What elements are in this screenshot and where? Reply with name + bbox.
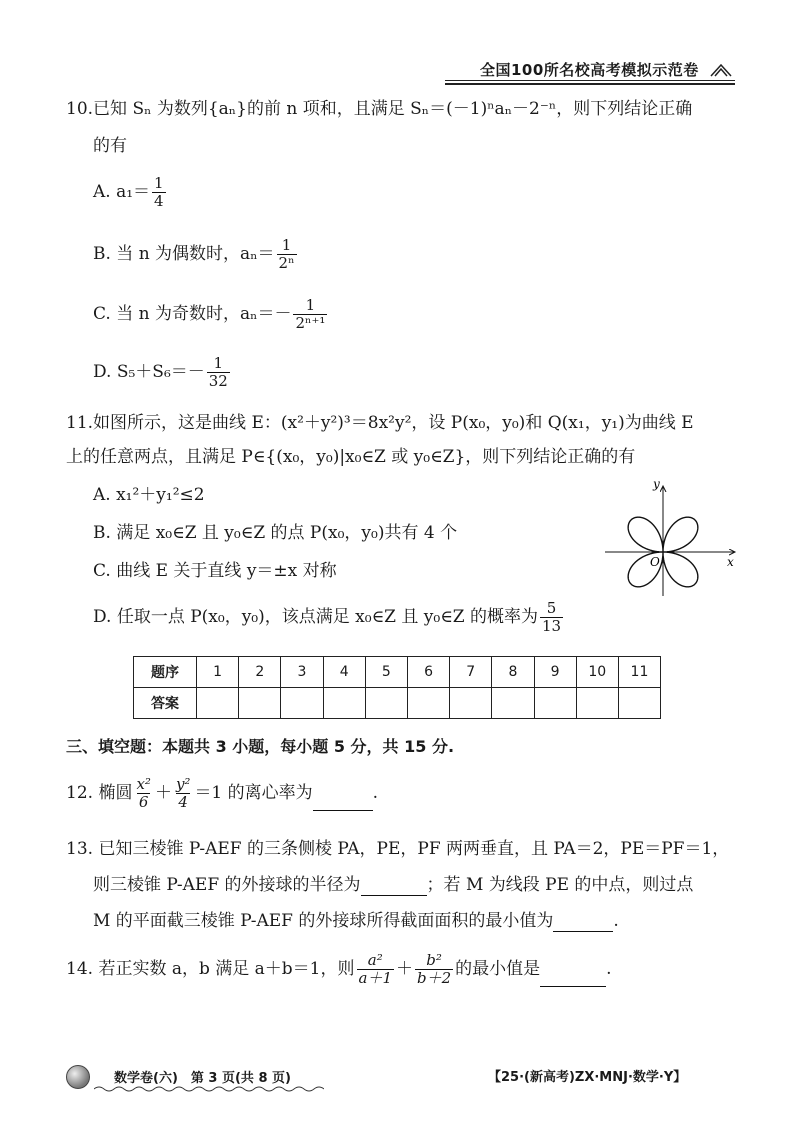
answer-table-number: 11 <box>618 657 660 688</box>
answer-cell[interactable] <box>407 688 449 719</box>
q12-fraction-y: $\frac{\text{y²}}{4}$ <box>175 775 191 811</box>
q10-option-c <box>93 297 329 332</box>
q10-option-b-text: B. 当 n 为偶数时，aₙ＝ <box>93 244 275 264</box>
q11-option-d-fraction: $\frac{5}{13}$ <box>542 599 562 635</box>
answer-table-row-number <box>134 657 661 688</box>
q13-line2 <box>93 874 693 896</box>
q13-line2-a: 则三棱锥 P-AEF 的外接球的半径为 <box>93 875 361 895</box>
q14-plus: ＋ <box>396 959 414 979</box>
answer-cell[interactable] <box>534 688 576 719</box>
header-decoration-icon <box>709 62 733 78</box>
q12-answer-blank[interactable] <box>313 792 373 811</box>
footer-code: 【25·(新高考)ZX·MNJ·数学·Y】 <box>488 1070 687 1085</box>
q10-option-b <box>93 237 299 272</box>
header-title: 全国100所名校高考模拟示范卷 <box>480 61 699 79</box>
q10-stem-line1: 10.已知 Sₙ 为数列{aₙ}的前 n 项和，且满足 Sₙ＝(－1)ⁿaₙ－2⁻ⁿ，则下列结论正确 <box>66 99 693 119</box>
answer-cell[interactable] <box>576 688 618 719</box>
answer-table-number: 2 <box>239 657 281 688</box>
origin-label: O <box>650 555 660 569</box>
q10-option-c-fraction: $\frac{1}{\text{2ⁿ⁺¹}}$ <box>295 296 326 332</box>
q10-option-d-fraction: $\frac{1}{32}$ <box>208 354 228 390</box>
answer-cell[interactable] <box>323 688 365 719</box>
answer-table-row-answer <box>134 688 661 719</box>
q14-fraction-b: $\frac{\text{b²}}{b+2}$ <box>417 951 452 987</box>
answer-table-number: 10 <box>576 657 618 688</box>
answer-table-number: 4 <box>323 657 365 688</box>
q10-option-a-fraction: $\frac{1}{4}$ <box>154 174 164 210</box>
q10-option-c-text: C. 当 n 为奇数时，aₙ＝－ <box>93 304 292 324</box>
answer-table-head-number: 题序 <box>134 657 197 688</box>
q12-end: . <box>372 783 379 803</box>
q14-answer-blank[interactable] <box>540 968 606 987</box>
q13-line3-a: M 的平面截三棱锥 P-AEF 的外接球所得截面面积的最小值为 <box>93 911 554 931</box>
answer-table-number: 5 <box>365 657 407 688</box>
q13-area-blank[interactable] <box>553 913 613 932</box>
answer-table-number: 8 <box>492 657 534 688</box>
q13-line2-b: ；若 M 为线段 PE 的中点，则过点 <box>426 875 694 895</box>
q11-option-d-text: D. 任取一点 P(x₀，y₀)，该点满足 x₀∈Z 且 y₀∈Z 的概率为 <box>93 607 538 627</box>
q10-option-a <box>93 175 168 210</box>
q14-end: . <box>606 959 612 979</box>
q11-stem-line2: 上的任意两点，且满足 P∈{(x₀，y₀)|x₀∈Z 或 y₀∈Z}，则下列结论正确的有 <box>66 447 636 467</box>
header-rule-thick <box>445 83 735 85</box>
answer-table-number: 3 <box>281 657 323 688</box>
section3-title: 三、填空题：本题共 3 小题，每小题 5 分，共 15 分. <box>66 737 455 756</box>
answer-cell[interactable] <box>197 688 239 719</box>
q11-curve-figure <box>605 478 745 598</box>
answer-table <box>133 656 661 719</box>
answer-cell[interactable] <box>492 688 534 719</box>
answer-cell[interactable] <box>239 688 281 719</box>
q12 <box>66 776 378 811</box>
q14-fraction-a: $\frac{\text{a²}}{a+1}$ <box>358 951 393 987</box>
footer-page-info: 数学卷(六) 第 3 页(共 8 页) <box>114 1071 291 1086</box>
q11-option-d <box>93 600 565 635</box>
answer-table-number: 9 <box>534 657 576 688</box>
footer-left <box>66 1063 326 1093</box>
q12-plus: ＋ <box>154 783 172 803</box>
q12-suffix: ＝1 的离心率为 <box>194 783 313 803</box>
answer-table-number: 1 <box>197 657 239 688</box>
q10-option-d-text: D. S₅＋S₆＝－ <box>93 362 205 382</box>
answer-table-head-answer: 答案 <box>134 688 197 719</box>
header-rule <box>445 80 735 81</box>
q10-option-b-fraction: $\frac{1}{\text{2ⁿ}}$ <box>278 236 295 272</box>
q12-fraction-x: $\frac{\text{x²}}{6}$ <box>136 775 151 811</box>
q13-radius-blank[interactable] <box>361 877 427 896</box>
answer-cell[interactable] <box>450 688 492 719</box>
q10-option-d <box>93 355 232 390</box>
q13-line3-end: . <box>613 911 619 931</box>
q11-option-a: A. x₁²＋y₁²≤2 <box>93 485 205 505</box>
q10-option-a-text: A. a₁＝ <box>93 182 151 202</box>
answer-table-number: 6 <box>407 657 449 688</box>
footer-logo-icon <box>66 1065 90 1089</box>
header <box>445 56 735 82</box>
q14-suffix: 的最小值是 <box>455 959 541 979</box>
q11-option-b: B. 满足 x₀∈Z 且 y₀∈Z 的点 P(x₀，y₀)共有 4 个 <box>93 523 458 543</box>
footer-wave-icon <box>94 1085 324 1093</box>
q11-stem-line1: 11.如图所示，这是曲线 E：(x²＋y²)³＝8x²y²，设 P(x₀，y₀)和 Q(x₁，y₁)为曲线 E <box>66 413 694 433</box>
q14 <box>66 952 612 987</box>
q13-line3 <box>93 910 619 932</box>
y-axis-label: y <box>653 478 660 491</box>
q14-prefix: 14. 若正实数 a，b 满足 a＋b＝1，则 <box>66 959 355 979</box>
q12-prefix: 12. 椭圆 <box>66 783 133 803</box>
q10-stem-line2: 的有 <box>93 136 127 156</box>
x-axis-label: x <box>727 555 734 569</box>
q13-line1: 13. 已知三棱锥 P-AEF 的三条侧棱 PA，PE，PF 两两垂直，且 PA＝2，PE＝PF＝1， <box>66 839 730 859</box>
q11-option-c: C. 曲线 E 关于直线 y＝±x 对称 <box>93 561 337 581</box>
answer-cell[interactable] <box>281 688 323 719</box>
answer-cell[interactable] <box>365 688 407 719</box>
answer-cell[interactable] <box>618 688 660 719</box>
answer-table-number: 7 <box>450 657 492 688</box>
